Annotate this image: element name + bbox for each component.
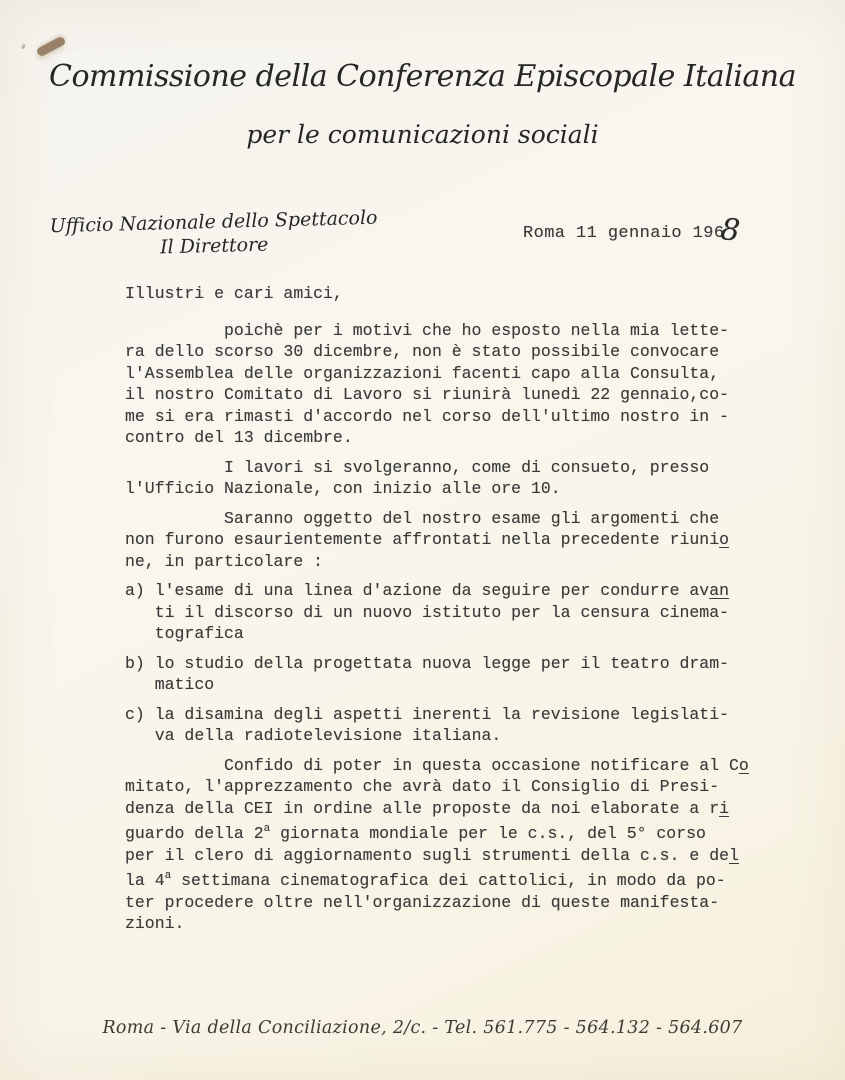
- ink-smudge: [36, 35, 67, 57]
- text-line: lo studio della progettata nuova legge per il teatro dram-: [154, 653, 730, 673]
- dateline: [523, 212, 743, 249]
- text-line: Saranno oggetto del nostro esame gli argomenti che: [224, 508, 720, 528]
- list-label: b): [125, 653, 155, 673]
- list-item: [125, 704, 775, 747]
- text-line: poichè per i motivi che ho esposto nella mia lette-: [224, 320, 729, 340]
- sender-block: [49, 206, 378, 261]
- text-line: matico: [154, 675, 215, 694]
- paragraph-lines: [125, 283, 775, 305]
- list-label: a): [125, 581, 155, 600]
- paragraph-lines: [125, 320, 775, 449]
- text-line: non furono esaurientemente affrontati nella precedente riunio: [125, 530, 730, 549]
- sender-office: Ufficio Nazionale dello Spettacolo: [49, 206, 378, 238]
- list-item: [125, 580, 775, 645]
- letterhead-subtitle: per le comunicazioni sociali: [246, 120, 599, 149]
- text-line: l'Assemblea delle organizzazioni facenti capo alla Consulta,: [125, 363, 720, 383]
- text-line: la disamina degli aspetti inerenti la revisione legislati-: [154, 704, 730, 724]
- paragraph: [125, 283, 775, 305]
- paragraph-lines: [125, 508, 775, 573]
- paragraph-lines: [125, 755, 775, 935]
- paragraph-lines: [155, 580, 729, 645]
- handwritten-year-digit: 8: [719, 212, 743, 249]
- text-line: contro del 13 dicembre.: [125, 428, 353, 447]
- paper-speck: [21, 44, 26, 50]
- paragraph: [125, 457, 775, 500]
- text-line: il nostro Comitato di Lavoro si riunirà lunedì 22 gennaio,co-: [125, 385, 729, 404]
- text-line: l'Ufficio Nazionale, con inizio alle ore 10.: [125, 479, 561, 498]
- text-line: ter procedere oltre nell'organizzazione di queste manifesta-: [125, 892, 720, 912]
- text-line: me si era rimasti d'accordo nel corso dell'ultimo nostro in -: [125, 406, 729, 426]
- text-line: zioni.: [125, 914, 185, 933]
- text-line: va della radiotelevisione italiana.: [154, 726, 502, 745]
- text-line: denza della CEI in ordine alle proposte da noi elaborate a ri: [125, 798, 730, 818]
- text-line: mitato, l'apprezzamento che avrà dato il Consiglio di Presi-: [125, 777, 720, 796]
- paragraph-lines: [155, 704, 729, 747]
- paragraph: [125, 508, 775, 573]
- letter-footer: [0, 1018, 845, 1038]
- sender-role: Il Direttore: [159, 233, 269, 259]
- text-line: Confido di poter in questa occasione notificare al Co: [224, 755, 749, 775]
- paragraph: [125, 755, 775, 935]
- text-line: ra dello scorso 30 dicembre, non è stato possibile convocare: [125, 342, 720, 361]
- list-label: c): [125, 704, 155, 724]
- letterhead-title: Commissione della Conferenza Episcopale Italiana: [49, 59, 796, 94]
- text-line: per il clero di aggiornamento sugli strumenti della c.s. e del: [125, 845, 739, 865]
- text-line: tografica: [154, 624, 244, 643]
- paragraph-lines: [155, 653, 729, 696]
- text-line: l'esame di una linea d'azione da seguire per condurre avan: [154, 581, 730, 600]
- footer-address: Roma - Via della Conciliazione, 2/c. - Tel. 561.775 - 564.132 - 564.607: [102, 1018, 743, 1038]
- text-line: I lavori si svolgeranno, come di consueto, presso: [224, 457, 710, 477]
- text-line: guardo della 2$^a$ giornata mondiale per le c.s., del 5° corso: [125, 823, 706, 843]
- list-item: [125, 653, 775, 696]
- text-line: la 4$^a$ settimana cinematografica dei cattolici, in modo da po-: [125, 870, 726, 890]
- text-line: ti il discorso di un nuovo istituto per la censura cinema-: [154, 602, 730, 622]
- dateline-printed: Roma 11 gennaio 196: [523, 224, 725, 243]
- letterhead: [0, 59, 845, 149]
- paragraph: [125, 320, 775, 449]
- letter-body: [125, 283, 775, 943]
- text-line: Illustri e cari amici,: [125, 284, 343, 303]
- paragraph-lines: [125, 457, 775, 500]
- text-line: ne, in particolare :: [125, 551, 324, 571]
